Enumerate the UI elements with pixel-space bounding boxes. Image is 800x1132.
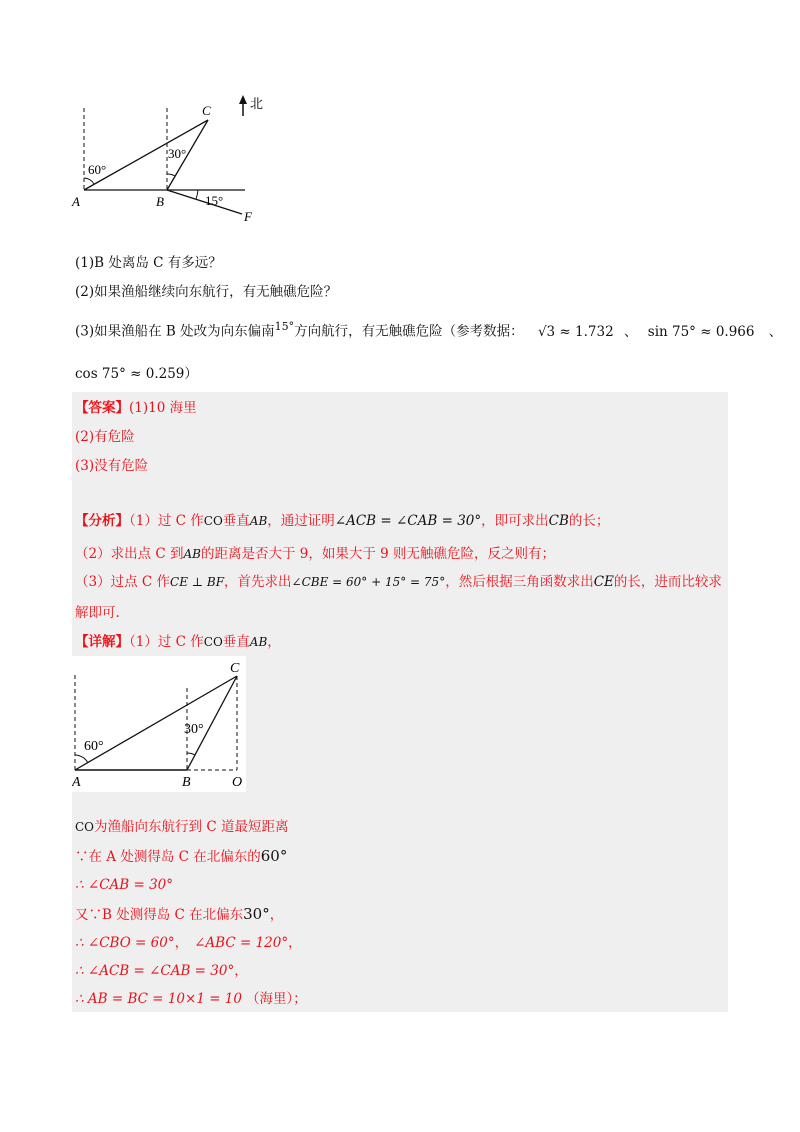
detail-step-4 [75, 905, 283, 924]
angle-60-label: 60° [84, 739, 104, 754]
analysis-text: ，然后根据三角函数求出 [445, 574, 594, 590]
question-3-text-b: 方向航行，有无触礁危险（参考数据： [294, 323, 524, 340]
figure-2-diagram [72, 656, 246, 792]
math-ab: AB [249, 514, 268, 528]
answer-line-1 [75, 399, 197, 417]
point-O-label: O [232, 775, 243, 790]
north-arrow-icon [239, 95, 247, 104]
point-A-label: A [72, 775, 81, 790]
math-60-degree: 60° [260, 847, 288, 865]
point-B-label: B [182, 775, 191, 790]
detail-text: 又∵B 处测得岛 C 在北偏东 [75, 907, 244, 923]
angle-arc-B [187, 753, 195, 755]
detail-text: 垂直 [222, 634, 250, 650]
angle-30-label: 30° [184, 722, 204, 737]
detail-text: ， [269, 907, 284, 923]
detail-step-1 [75, 818, 288, 836]
detail-step-5 [75, 934, 302, 952]
math-angle-sum: ∠CBE = 60° + 15° = 75° [291, 575, 446, 589]
angle-arc-A [75, 755, 88, 763]
point-C-label: C [202, 103, 211, 118]
math-co: CO [203, 514, 223, 528]
math-angle-abc: ∠ABC = 120° [194, 935, 289, 951]
sqrt3-value: √3 ≈ 1.732 [537, 323, 614, 340]
detail-step-7 [75, 990, 307, 1008]
answer-2: (2)有危险 [75, 429, 135, 445]
math-cb: CB [548, 513, 569, 529]
analysis-line-1 [75, 512, 609, 530]
analysis-line-3 [75, 573, 722, 591]
math-co: CO [75, 820, 95, 834]
angle-arc-A [84, 178, 94, 184]
point-B-label: B [156, 194, 164, 209]
sin75-value: sin 75° ≈ 0.966 [647, 323, 755, 340]
detail-text: （1）过 C 作 [129, 634, 204, 650]
question-2: (2)如果渔船继续向东航行，有无触礁危险？ [75, 284, 338, 300]
cos75-value: cos 75° ≈ 0.259 [75, 366, 185, 382]
math-ce: CE [593, 574, 614, 590]
detail-line-1 [75, 633, 281, 651]
question-3 [75, 318, 782, 341]
math-distance-equation: ∴ AB = BC = 10×1 = 10 [75, 991, 242, 1007]
analysis-text: 垂直 [222, 513, 250, 529]
analysis-text: 的长，进而比较求 [613, 574, 722, 590]
math-co: CO [203, 635, 223, 649]
detail-unit: （海里）； [246, 991, 307, 1007]
angle-30-label: 30° [168, 146, 187, 161]
analysis-tag: 【分析】 [75, 513, 129, 529]
angle-15-label: 15° [205, 193, 224, 208]
answer-tag: 【答案】 [75, 400, 129, 416]
question-3-degree: 15° [274, 320, 295, 333]
math-angle-equation: ∴ ∠ACB = ∠CAB = 30° [75, 963, 235, 979]
detail-tag: 【详解】 [75, 634, 129, 650]
separator-2: 、 [768, 323, 783, 340]
analysis-text: ，通过证明 [267, 513, 335, 529]
math-angle-equation: ∠ACB = ∠CAB = 30° [334, 513, 482, 529]
analysis-text: ，首先求出 [224, 574, 292, 590]
question-3-text-a: (3)如果渔船在 B 处改为向东偏南 [75, 323, 275, 340]
analysis-text: 的距离是否大于 9，如果大于 9 则无触礁危险，反之则有； [201, 546, 556, 562]
analysis-text: （3）过点 C 作 [75, 574, 171, 590]
detail-text: ， [234, 963, 248, 979]
analysis-text: 的长； [568, 513, 610, 529]
detail-step-3: ∴ ∠CAB = 30° [75, 877, 174, 893]
detail-step-2 [75, 847, 287, 866]
angle-60-label: 60° [88, 162, 107, 177]
point-A-label: A [72, 194, 80, 209]
analysis-text: ，即可求出 [481, 513, 549, 529]
separator-1: 、 [623, 323, 638, 340]
question-1: (1)B 处离岛 C 有多远？ [75, 255, 222, 271]
analysis-text: （2）求出点 C 到 [75, 546, 184, 562]
angle-arc-15 [196, 190, 198, 199]
answer-3: (3)没有危险 [75, 458, 149, 474]
segment-AC [84, 120, 208, 190]
detail-text: ∵在 A 处测得岛 C 在北偏东的 [75, 849, 261, 865]
analysis-text: （1）过 C 作 [129, 513, 204, 529]
math-perpendicular: CE ⊥ BF [170, 575, 225, 589]
point-C-label: C [230, 661, 240, 676]
math-angle-cbo: ∴ ∠CBO = 60° [75, 935, 175, 951]
detail-step-6 [75, 962, 248, 980]
math-30-degree: 30° [243, 905, 270, 923]
angle-arc-B [167, 174, 175, 176]
detail-text: ， [174, 935, 189, 951]
question-3-cont [75, 365, 198, 383]
point-F-label: F [244, 209, 252, 224]
answer-1: (1)10 海里 [129, 400, 197, 416]
analysis-line-2 [75, 545, 555, 563]
math-ab: AB [183, 547, 201, 561]
detail-text: 为渔船向东航行到 C 道最短距离 [94, 819, 289, 835]
analysis-line-4: 解即可. [75, 605, 120, 621]
detail-text: ， [288, 935, 302, 951]
detail-text: ， [267, 634, 281, 650]
figure-1-diagram [70, 90, 270, 225]
question-3-end: ） [184, 366, 198, 382]
north-label: 北 [250, 96, 264, 111]
math-ab: AB [249, 635, 268, 649]
